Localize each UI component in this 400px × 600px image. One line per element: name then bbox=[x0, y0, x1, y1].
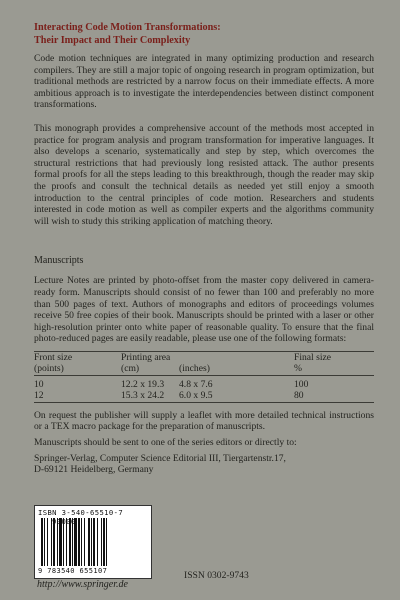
manuscripts-heading: Manuscripts bbox=[34, 255, 84, 267]
table-cell-inches: 6.0 x 9.5 bbox=[179, 390, 294, 402]
barcode-bar bbox=[93, 518, 95, 566]
barcode-bar bbox=[51, 518, 52, 566]
barcode-bar bbox=[44, 518, 45, 566]
barcode-digits: 9 783540 655107 bbox=[38, 567, 108, 575]
description-paragraph-2: This monograph provides a comprehensive account of the methods most accepted in practice for program analysis and program transformation for imperative languages. It also develops a scenario, systematically and step by step, which overcomes the structural restrictions that had previously long resisted attack. The author presents formal proofs for all the steps leading to this breakthrough, though the reader may skip the proofs and consult the technical details as needed yet still enjoy a smooth introduction to the central principles of code motion. Researchers and students interested in code motion as well as compiler experts and the algorithms community will wish to study this striking application of matching theory. bbox=[34, 122, 374, 227]
barcode-bar bbox=[81, 518, 82, 566]
table-cell-inches: 4.8 x 7.6 bbox=[179, 378, 213, 390]
manuscripts-paragraph: Lecture Notes are printed by photo-offset from the master copy delivered in camera-ready form. Manuscripts should consist of no fewer than 100 and preferably no more than 500 pages of text. Authors of monographs and editors of proceedings volumes receive 50 free copies of their book. Manuscripts should be printed with a laser or other high-resolution printer onto white paper of reasonable quality. To ensure that the final photo-reduced pages are easily readable, please use one of the following formats: bbox=[34, 275, 374, 345]
barcode-bar bbox=[63, 518, 64, 566]
table-subheader-points: (points) bbox=[34, 363, 121, 375]
barcode-bar bbox=[91, 518, 92, 566]
table-cell-cm: 12.2 x 19.3 bbox=[121, 378, 165, 390]
table-row bbox=[34, 379, 374, 391]
table-cell-cm: 15.3 x 24.2 bbox=[121, 390, 179, 402]
table-header-final-size: Final size bbox=[294, 351, 374, 363]
barcode-bar bbox=[74, 518, 77, 566]
table-header-printing-area: Printing area bbox=[121, 351, 294, 363]
table-cell-font: 12 bbox=[34, 390, 121, 402]
isbn-barcode bbox=[34, 505, 152, 579]
table-header-font-size: Front size bbox=[34, 351, 121, 363]
table-subheader-cm: (cm) bbox=[121, 363, 179, 375]
barcode-bar bbox=[103, 518, 105, 566]
barcode-bar bbox=[47, 518, 48, 566]
barcode-bar bbox=[59, 518, 62, 566]
barcode-bar bbox=[41, 518, 43, 566]
publisher-url[interactable]: http://www.springer.de bbox=[37, 579, 128, 590]
send-to-paragraph: Manuscripts should be sent to one of the series editors or directly to: bbox=[34, 437, 297, 449]
address-line-1: Springer-Verlag, Computer Science Editorial III, Tiergartenstr.17, bbox=[34, 452, 286, 464]
table-cell-font: 10 bbox=[34, 378, 44, 390]
barcode-bar bbox=[78, 518, 80, 566]
table-cell-final: 80 bbox=[294, 390, 374, 402]
publisher-address bbox=[34, 453, 374, 476]
table-row bbox=[34, 390, 374, 402]
book-title-line2: Their Impact and Their Complexity bbox=[34, 34, 191, 46]
leaflet-paragraph: On request the publisher will supply a leaflet with more detailed technical instructions or a TEX macro package for the preparation of manuscripts. bbox=[34, 409, 374, 433]
table-subheader-inches: (inches) bbox=[179, 363, 294, 375]
description-paragraph-1: Code motion techniques are integrated in many optimizing production and research compilers. They are still a major topic of ongoing research in program optimization, but traditional methods are restricted by a narrow focus on their immediate effects. A more ambitious approach is to investigate the interdependencies between distinct component transformations. bbox=[34, 53, 374, 111]
barcode-bar bbox=[57, 518, 58, 566]
address-line-2: D-69121 Heidelberg, Germany bbox=[34, 464, 154, 476]
barcode-bar bbox=[66, 518, 67, 566]
issn-number: ISSN 0302-9743 bbox=[184, 570, 249, 581]
barcode-bars bbox=[41, 518, 145, 566]
table-subheader-percent: % bbox=[294, 363, 374, 375]
barcode-bar bbox=[53, 518, 55, 566]
back-cover-content bbox=[34, 22, 374, 476]
book-title bbox=[34, 22, 374, 47]
barcode-bar bbox=[106, 518, 107, 566]
barcode-bar bbox=[69, 518, 71, 566]
barcode-bar bbox=[72, 518, 73, 566]
format-table bbox=[34, 351, 374, 403]
isbn-number: ISBN 3-540-65510-7 bbox=[38, 508, 124, 517]
barcode-bar bbox=[84, 518, 85, 566]
barcode-bar bbox=[97, 518, 98, 566]
barcode-bar bbox=[101, 518, 102, 566]
barcode-bar bbox=[88, 518, 90, 566]
table-cell-final: 100 bbox=[294, 378, 309, 390]
book-title-line1: Interacting Code Motion Transformations: bbox=[34, 22, 221, 33]
